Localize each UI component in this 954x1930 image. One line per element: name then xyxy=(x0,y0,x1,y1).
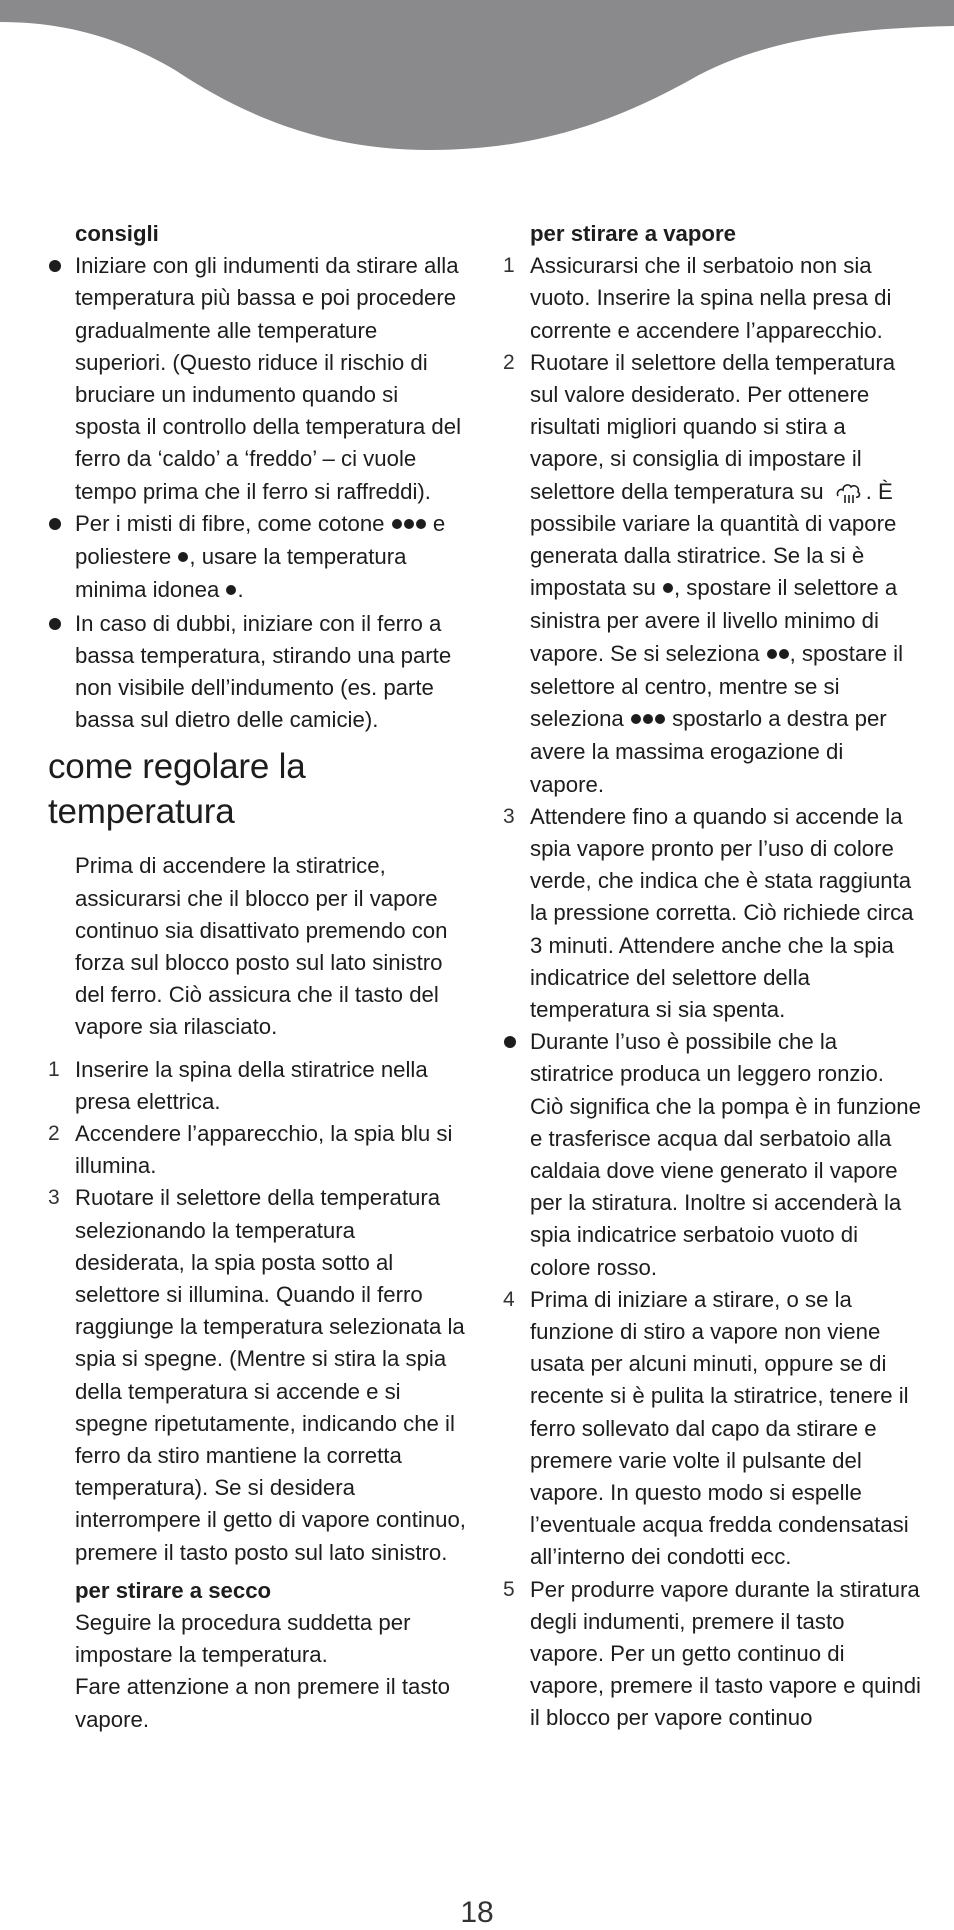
three-dots-icon xyxy=(391,509,427,541)
step-text: Ruotare il selettore della temperatura selezionando la temperatura desiderata, la spia posta sotto al selettore si illumina. Quando il ferro raggiunge la temperatura selezionata la spia si spegne. (Mentre si stira la spia della temperatura si accende e si spegne ripetutamente, indicando che il ferro da stiro mantiene la corretta temperatura). Se si desidera interrompere il getto di vapore continuo, premere il tasto posto sul lato sinistro. xyxy=(75,1185,466,1565)
bullet-icon xyxy=(503,1026,523,1048)
steam-step-2 xyxy=(503,347,923,801)
dry-ironing-text-1: Seguire la procedura suddetta per impostare la temperatura. xyxy=(75,1610,411,1668)
tip-text-2a: Per i misti di fibre, come cotone xyxy=(75,510,385,536)
step-text: Assicurarsi che il serbatoio non sia vuoto. Inserire la spina nella presa di corrente e accendere l’apparecchio. xyxy=(530,253,892,343)
temp-step-2 xyxy=(48,1118,468,1182)
tip-text-2d: . xyxy=(237,577,244,603)
tip-bullet-2 xyxy=(48,508,468,608)
steam-ironing-heading: per stirare a vapore xyxy=(530,221,736,246)
one-dot-icon xyxy=(225,575,237,607)
bullet-text: Durante l’uso è possibile che la stiratrice produca un leggero ronzio. Ciò significa che la pompa è in funzione e trasferisce acqua dal serbatoio alla caldaia dove viene generato il vapore per la stiratura. Inoltre si accenderà la spia indicatrice serbatoio vuoto di colore rosso. xyxy=(530,1029,921,1280)
tip-bullet-3 xyxy=(48,608,468,737)
two-dots-icon xyxy=(766,639,790,671)
dry-ironing-heading: per stirare a secco xyxy=(75,1577,272,1603)
tip-text-2b: e poliestere xyxy=(75,510,446,570)
tip-bullet-1 xyxy=(48,250,468,508)
steam-step-3 xyxy=(503,801,923,1026)
steam-step-4 xyxy=(503,1284,923,1574)
step-number: 5 xyxy=(503,1577,515,1601)
steam-step-5 xyxy=(503,1574,923,1735)
step-text: Attendere fino a quando si accende la spia vapore pronto per l’uso di colore verde, che indica che è stata raggiunta la pressione corretta. Ciò richiede circa 3 minuti. Attendere anche che la spia indicatrice del selettore della temperatura si sia spenta. xyxy=(530,803,914,1022)
step-number: 1 xyxy=(503,254,515,278)
left-column xyxy=(48,218,468,1736)
step-text-a: Ruotare il selettore della temperatura sul valore desiderato. Per ottenere risultati migliori quando si stira a vapore, si consiglia di impostare il selettore della temperatura su xyxy=(530,349,896,504)
steam-step-1 xyxy=(503,250,923,347)
one-dot-icon xyxy=(662,573,674,605)
temp-step-1 xyxy=(48,1054,468,1118)
header-wave-decoration xyxy=(0,0,954,160)
temperature-intro: Prima di accendere la stiratrice, assicurarsi che il blocco per il vapore continuo sia disattivato premendo con forza sul blocco posto sul lato sinistro del ferro. Ciò assicura che il tasto del vapore sia rilasciato. xyxy=(75,853,448,1040)
steam-bullet xyxy=(503,1026,923,1284)
temperature-section-title: come regolare la temperatura xyxy=(48,747,306,832)
step-text-e: spostarlo a destra per avere la massima erogazione di vapore. xyxy=(530,706,887,797)
bullet-icon xyxy=(48,508,68,530)
three-dots-icon xyxy=(630,704,666,736)
step-text: Per produrre vapore durante la stiratura degli indumenti, premere il tasto vapore. Per un getto continuo di vapore, premere il tasto vapore e quindi il blocco per vapore continuo xyxy=(530,1576,921,1731)
step-number: 1 xyxy=(48,1057,60,1081)
dry-ironing-text-2: Fare attenzione a non premere il tasto vapore. xyxy=(75,1674,450,1732)
tips-heading: consigli xyxy=(75,221,159,246)
one-dot-icon xyxy=(177,542,189,574)
bullet-icon xyxy=(48,608,68,630)
step-number: 3 xyxy=(48,1186,60,1210)
step-text: Accendere l’apparecchio, la spia blu si illumina. xyxy=(75,1120,453,1179)
step-number: 3 xyxy=(503,804,515,828)
step-text-d: , spostare il selettore al centro, mentre se si seleziona xyxy=(530,640,904,732)
steam-symbol-icon xyxy=(834,480,862,506)
page-number: 18 xyxy=(460,1896,494,1929)
bullet-icon xyxy=(48,250,68,272)
tip-text-3: In caso di dubbi, iniziare con il ferro a bassa temperatura, stirando una parte non visibile dell’indumento (es. parte bassa sul dietro delle camicie). xyxy=(75,610,452,733)
step-number: 2 xyxy=(48,1121,60,1145)
step-text: Prima di iniziare a stirare, o se la funzione di stiro a vapore non viene usata per alcuni minuti, oppure se di recente si è pulita la stiratrice, tenere il ferro sollevato dal capo da stirare e premere varie volte il pulsante del vapore. In questo modo si espelle l’eventuale acqua fredda condensatasi all’interno dei condotti ecc. xyxy=(530,1286,909,1570)
step-text-c: , spostare il selettore a sinistra per avere il livello minimo di vapore. Se si seleziona xyxy=(530,575,898,666)
step-text-b: . È possibile variare la quantità di vapore generata dalla stiratrice. Se la si è impostata su xyxy=(530,478,897,601)
step-number: 4 xyxy=(503,1287,515,1311)
right-column xyxy=(503,218,923,1735)
temp-step-3 xyxy=(48,1182,468,1568)
tip-text-2c: , usare la temperatura minima idonea xyxy=(75,544,407,603)
step-number: 2 xyxy=(503,350,515,374)
tip-text-1: Iniziare con gli indumenti da stirare alla temperatura più bassa e poi procedere gradualmente alle temperature superiori. (Questo riduce il rischio di bruciare un indumento quando si sposta il controllo della temperatura del ferro da ‘caldo’ a ‘freddo’ – ci vuole tempo prima che il ferro si raffreddi). xyxy=(75,253,462,504)
step-text: Inserire la spina della stiratrice nella presa elettrica. xyxy=(75,1056,428,1114)
